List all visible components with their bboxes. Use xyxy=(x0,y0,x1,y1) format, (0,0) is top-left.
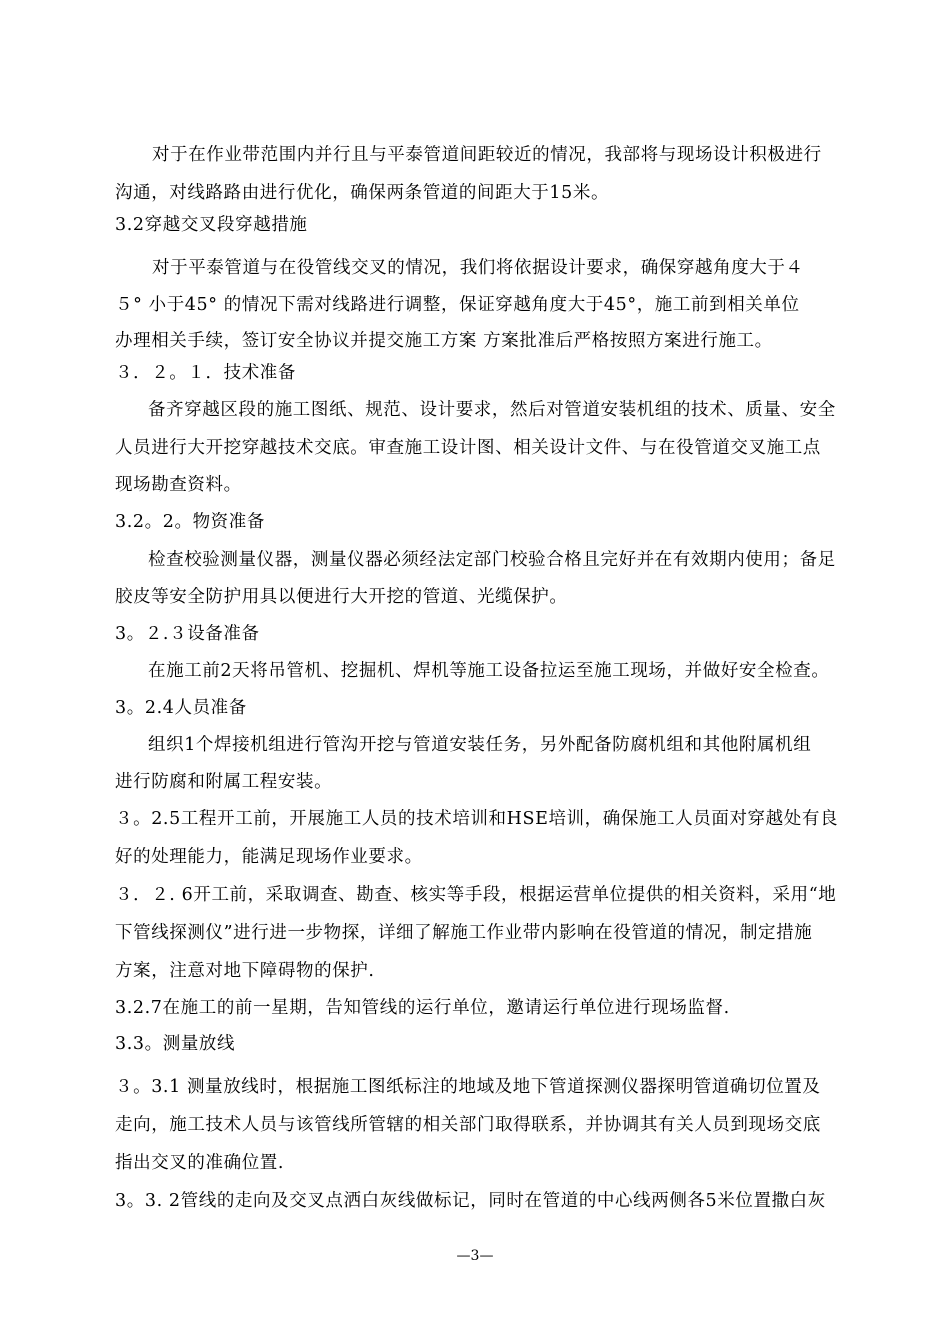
body-text-line: 组织1个焊接机组进行管沟开挖与管道安装任务，另外配备防腐机组和其他附属机组 xyxy=(148,735,812,755)
section-heading: 3。2.4人员准备 xyxy=(115,698,247,718)
body-text-line: 备齐穿越区段的施工图纸、规范、设计要求，然后对管道安装机组的技术、质量、安全 xyxy=(148,400,836,420)
body-text-line: ３。3.1 测量放线时，根据施工图纸标注的地域及地下管道探测仪器探明管道确切位置及 xyxy=(115,1077,821,1097)
body-text-line: 办理相关手续，签订安全协议并提交施工方案 方案批准后严格按照方案进行施工。 xyxy=(115,331,773,351)
body-text-line: 好的处理能力，能满足现场作业要求。 xyxy=(115,847,423,867)
body-text-line: ３。2.5工程开工前，开展施工人员的技术培训和HSE培训，确保施工人员面对穿越处有良 xyxy=(115,809,839,829)
body-text-line: 胶皮等安全防护用具以便进行大开挖的管道、光缆保护。 xyxy=(115,587,568,607)
section-heading: ３．２。１．技术准备 xyxy=(115,363,296,383)
body-text-line: 现场勘查资料。 xyxy=(115,475,242,495)
body-text-line: 方案，注意对地下障碍物的保护. xyxy=(115,961,375,981)
body-text-line: ３．２. 6开工前，采取调查、勘查、核实等手段，根据运营单位提供的相关资料，采用“地 xyxy=(115,885,837,905)
body-text-line: 对于平泰管道与在役管线交叉的情况，我们将依据设计要求，确保穿越角度大于４ xyxy=(152,258,804,278)
body-text-line: 下管线探测仪”进行进一步物探，详细了解施工作业带内影响在役管道的情况，制定措施 xyxy=(115,923,813,943)
body-text-line: 3。3. 2管线的走向及交叉点洒白灰线做标记，同时在管道的中心线两侧各5米位置撒白灰 xyxy=(115,1191,826,1211)
body-text-line: ５° 小于45° 的情况下需对线路进行调整，保证穿越角度大于45°，施工前到相关单位 xyxy=(115,295,800,315)
page-number: —3— xyxy=(456,1248,494,1264)
body-text-line: 指出交叉的准确位置. xyxy=(115,1153,285,1173)
section-heading: 3。２.３设备准备 xyxy=(115,624,260,644)
section-heading: 3.2穿越交叉段穿越措施 xyxy=(115,215,308,235)
body-text-line: 在施工前2天将吊管机、挖掘机、焊机等施工设备拉运至施工现场，并做好安全检查。 xyxy=(148,661,830,681)
body-text-line: 人员进行大开挖穿越技术交底。审查施工设计图、相关设计文件、与在役管道交叉施工点 xyxy=(115,438,821,458)
body-text-line: 进行防腐和附属工程安装。 xyxy=(115,772,333,792)
body-text-line: 3.2.7在施工的前一星期，告知管线的运行单位，邀请运行单位进行现场监督. xyxy=(115,998,730,1018)
section-heading: 3.2。2。物资准备 xyxy=(115,512,265,532)
body-text-line: 检查校验测量仪器，测量仪器必须经法定部门校验合格且完好并在有效期内使用；备足 xyxy=(148,550,836,570)
section-heading: 3.3。测量放线 xyxy=(115,1034,236,1054)
body-text-line: 走向，施工技术人员与该管线所管辖的相关部门取得联系，并协调其有关人员到现场交底 xyxy=(115,1115,821,1135)
body-text-line: 沟通，对线路路由进行优化，确保两条管道的间距大于15米。 xyxy=(115,183,610,203)
body-text-line: 对于在作业带范围内并行且与平泰管道间距较近的情况，我部将与现场设计积极进行 xyxy=(152,145,822,165)
